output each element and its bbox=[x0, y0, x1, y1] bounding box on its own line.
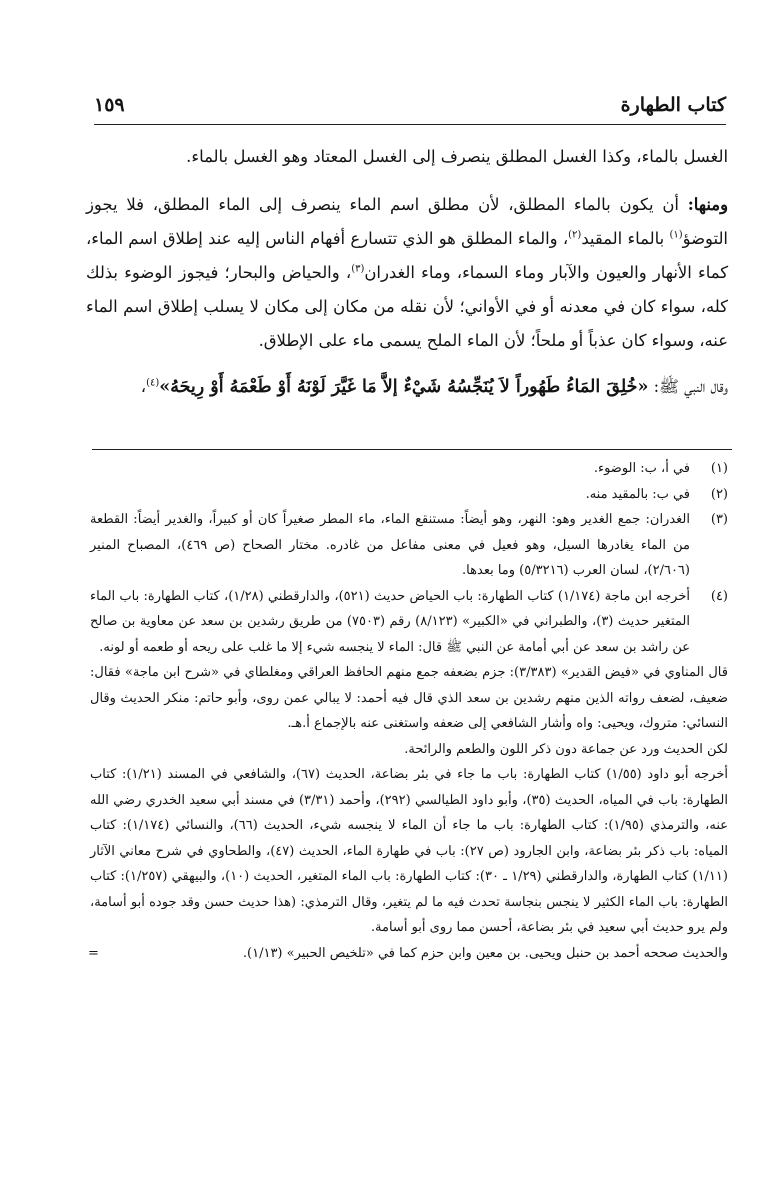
footnote-ref-2[interactable]: (٢) bbox=[568, 229, 582, 241]
main-line-1: الغسل بالماء، وكذا الغسل المطلق ينصرف إلى الغسل المعتاد وهو الغسل بالماء. bbox=[186, 147, 728, 166]
footnote-text: في أ، ب: الوضوء. bbox=[593, 461, 690, 476]
footnote-number: (٤) bbox=[710, 588, 728, 604]
continuation-paragraph: قال المناوي في «فيض القدير» (٣/٣٨٣): جزم بضعفه جمع منهم الحافظ العراقي ومغلطاي في «شرح ابن ماجة» فقال: ضعيف، لضعف رواته الذين منهم رشدين بن سعد الذي قال فيه أحمد: لا يبالي عمن روى، وأبو حاتم: منكر الحديث وقال النسائي: متروك، ويحيى: واه وأشار الشافعي إلى ضعفه واستغنى عنه بالإجماع أ.هـ. bbox=[90, 665, 728, 731]
footnote-text: الغدران: جمع الغدير وهو: النهر، وهو أيضاً: مستنقع الماء، ماء المطر صغيراً كان أو كبيراً، والغدير أيضاً: القطعة من الماء يغادرها السيل، وهو فعيل في معنى مفاعل من غادره. مختار الصحاح (ص ٤٦٩)، المصباح المنير (٢/٦٠٦)، لسان العرب (٥/٣٢١٦) وما بعدها. bbox=[90, 512, 690, 578]
page-number: ١٥٩ bbox=[94, 94, 125, 116]
footnote-ref-3[interactable]: (٣) bbox=[351, 263, 365, 275]
footnote-4 bbox=[90, 584, 728, 661]
para2-text-c: ، والماء المطلق هو الذي تتسارع أفهام الناس إليه عند إطلاق اسم الماء، كماء الأنهار والعيون والآبار وماء السماء، وماء الغدران bbox=[86, 229, 729, 282]
footnote-ref-4[interactable]: (٤) bbox=[146, 377, 160, 389]
footnote-2 bbox=[90, 482, 728, 508]
para2-text-a: أن يكون بالماء المطلق، لأن مطلق اسم الماء ينصرف إلى الماء المطلق، فلا يجوز التوضؤ bbox=[86, 195, 728, 248]
continuation-paragraph: لكن الحديث ورد عن جماعة دون ذكر اللون والطعم والرائحة. bbox=[404, 741, 728, 757]
para3-intro: وقال النبي ﷺ: bbox=[648, 377, 728, 396]
footnote-text: أخرجه ابن ماجة (١/١٧٤) كتاب الطهارة: باب الحياض حديث (٥٢١)، والدارقطني (١/٢٨)، كتاب الطهارة: باب الماء المتغير حديث (٣)، والطبراني في «الكبير» (٨/١٢٣) رقم (٧٥٠٣) من طريق رشدين بن سعد عن معاوية بن صالح عن راشد بن سعد عن أبي أمامة عن النبي ﷺ قال: الماء لا ينجسه شيء إلا ما غلب على ريحه أو طعمه أو لونه. bbox=[90, 588, 690, 655]
footnote-number: (١) bbox=[710, 461, 728, 476]
footnote-number: (٣) bbox=[710, 512, 728, 527]
main-paragraph-2 bbox=[86, 188, 728, 358]
para2-text-b: بالماء المقيد bbox=[581, 229, 670, 248]
book-title: كتاب الطهارة bbox=[620, 94, 726, 116]
footnote-1 bbox=[90, 456, 728, 482]
para2-text-d: ، والحياض والبحار؛ فيجوز الوضوء بذلك كله، سواء كان في معدنه أو في الأواني؛ لأن نقله من مكان إلى مكان لا يسلب إطلاق اسم الماء عنه، وسواء كان عذباً أو ملحاً؛ لأن الماء الملح يسمى ماء على الإطلاق. bbox=[86, 263, 728, 350]
footnote-number: (٢) bbox=[710, 486, 728, 502]
footnote-text: في ب: بالمقيد منه. bbox=[585, 486, 690, 502]
main-text bbox=[86, 140, 728, 404]
para3-end: ، bbox=[140, 377, 147, 396]
continue-mark: = bbox=[88, 945, 99, 961]
hadith-quote: «خُلِقَ المَاءُ طَهُوراً لاَ يُنَجِّسُهُ شَيْءٌ إلاَّ مَا غَيَّرَ لَوْنَهُ أَوْ طَعْمَهُ أَوْ رِيحَهُ» bbox=[159, 377, 649, 397]
para-label: ومنها: bbox=[687, 195, 728, 214]
continuation-last-line bbox=[90, 941, 728, 967]
main-paragraph-3 bbox=[86, 370, 728, 404]
footnote-3 bbox=[90, 507, 728, 584]
last-line-text: والحديث صححه أحمد بن حنبل ويحيى. بن معين وابن حزم كما في «تلخيص الحبير» (١/١٣). bbox=[242, 945, 728, 961]
footnotes bbox=[90, 456, 728, 966]
footnote-separator bbox=[92, 449, 732, 450]
continuation-paragraph: أخرجه أبو داود (١/٥٥) كتاب الطهارة: باب ما جاء في بئر بضاعة، الحديث (٦٧)، والشافعي في المسند (١/٢١): كتاب الطهارة: باب في المياه، الحديث (٣٥)، وأبو داود الطيالسي (٢٩٢)، وأحمد (٣/٣١) في مسند أبي سعيد الخدري رضي الله عنه، والترمذي (١/٩٥): كتاب الطهارة: باب ما جاء أن الماء لا ينجسه شيء، الحديث (٦٦)، والنسائي (١/١٧٤): كتاب المياه: باب ذكر بئر بضاعة، وابن الجارود (ص ٢٧): باب في طهارة الماء، الحديث (٤٧)، والطحاوي في شرح معاني الآثار (١/١١) كتاب الطهارة، والدارقطني (١/٢٩ ـ ٣٠): كتاب الطهارة: باب الماء المتغير، الحديث (١٠)، والبيهقي (١/٢٥٧): كتاب الطهارة: باب الماء الكثير لا ينجس بنجاسة تحدث فيه ما لم يتغير، وقال الترمذي: (هذا حديث حسن وقد جوده أبو أسامة، ولم يرو حديث أبي سعيد في بئر بضاعة، أحسن مما روى أبو أسامة. bbox=[90, 767, 729, 935]
page-header bbox=[94, 92, 726, 125]
footnote-ref-1[interactable]: (١) bbox=[669, 229, 683, 241]
footnote-4-continuation bbox=[90, 660, 728, 966]
